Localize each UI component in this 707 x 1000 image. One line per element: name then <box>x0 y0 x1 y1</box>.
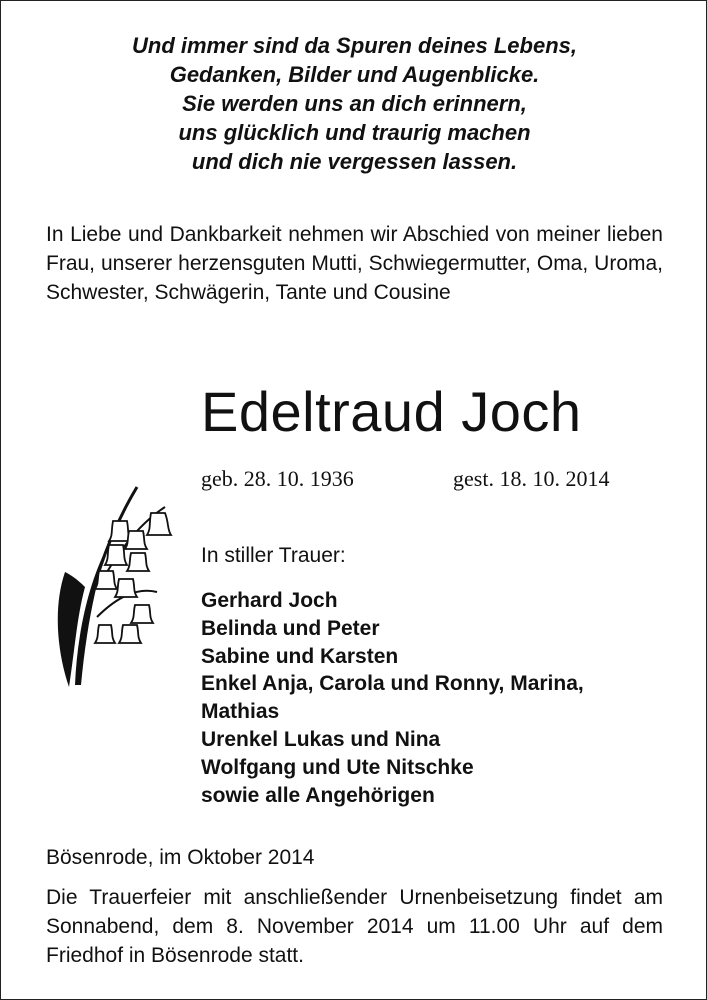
death-date: gest. 18. 10. 2014 <box>453 466 610 491</box>
poem-line: Und immer sind da Spuren deines Lebens, <box>132 33 577 58</box>
memorial-poem <box>41 31 668 176</box>
mourner-line: Urenkel Lukas und Nina <box>201 727 441 751</box>
poem-line: Gedanken, Bilder und Augenblicke. <box>169 62 540 87</box>
mourner-line: Enkel Anja, Carola und Ronny, Marina, <box>201 672 584 696</box>
mourner-line: Mathias <box>201 700 280 724</box>
poem-line: Sie werden uns an dich erinnern, <box>182 91 527 116</box>
birth-date: geb. 28. 10. 1936 <box>201 466 354 491</box>
place-and-date: Bösenrode, im Oktober 2014 <box>46 846 315 869</box>
mourner-line: Gerhard Joch <box>201 589 338 612</box>
poem-line: und dich nie vergessen lassen. <box>191 149 518 174</box>
mourner-line: sowie alle Angehörigen <box>201 783 435 807</box>
mourner-line: Sabine und Karsten <box>201 644 399 668</box>
funeral-notice: Die Trauerfeier mit anschließender Urnenbeisetzung findet am Sonnabend, dem 8. November 2014 um 11.00 Uhr auf dem Friedhof in Bösenrode statt. <box>46 886 663 967</box>
mourner-line: Wolfgang und Ute Nitschke <box>201 755 474 779</box>
lily-of-the-valley-icon <box>47 477 177 692</box>
deceased-name: Edeltraud Joch <box>201 380 582 443</box>
farewell-intro: In Liebe und Dankbarkeit nehmen wir Abschied von meiner lieben Frau, unserer herzensguten Mutti, Schwiegermutter, Oma, Uroma, Schwester, Schwägerin, Tante und Cousine <box>46 223 663 304</box>
poem-line: uns glücklich und traurig machen <box>178 120 531 145</box>
mourning-heading: In stiller Trauer: <box>201 544 346 567</box>
mourner-line: Belinda und Peter <box>201 616 380 640</box>
mourners-list <box>201 587 661 809</box>
